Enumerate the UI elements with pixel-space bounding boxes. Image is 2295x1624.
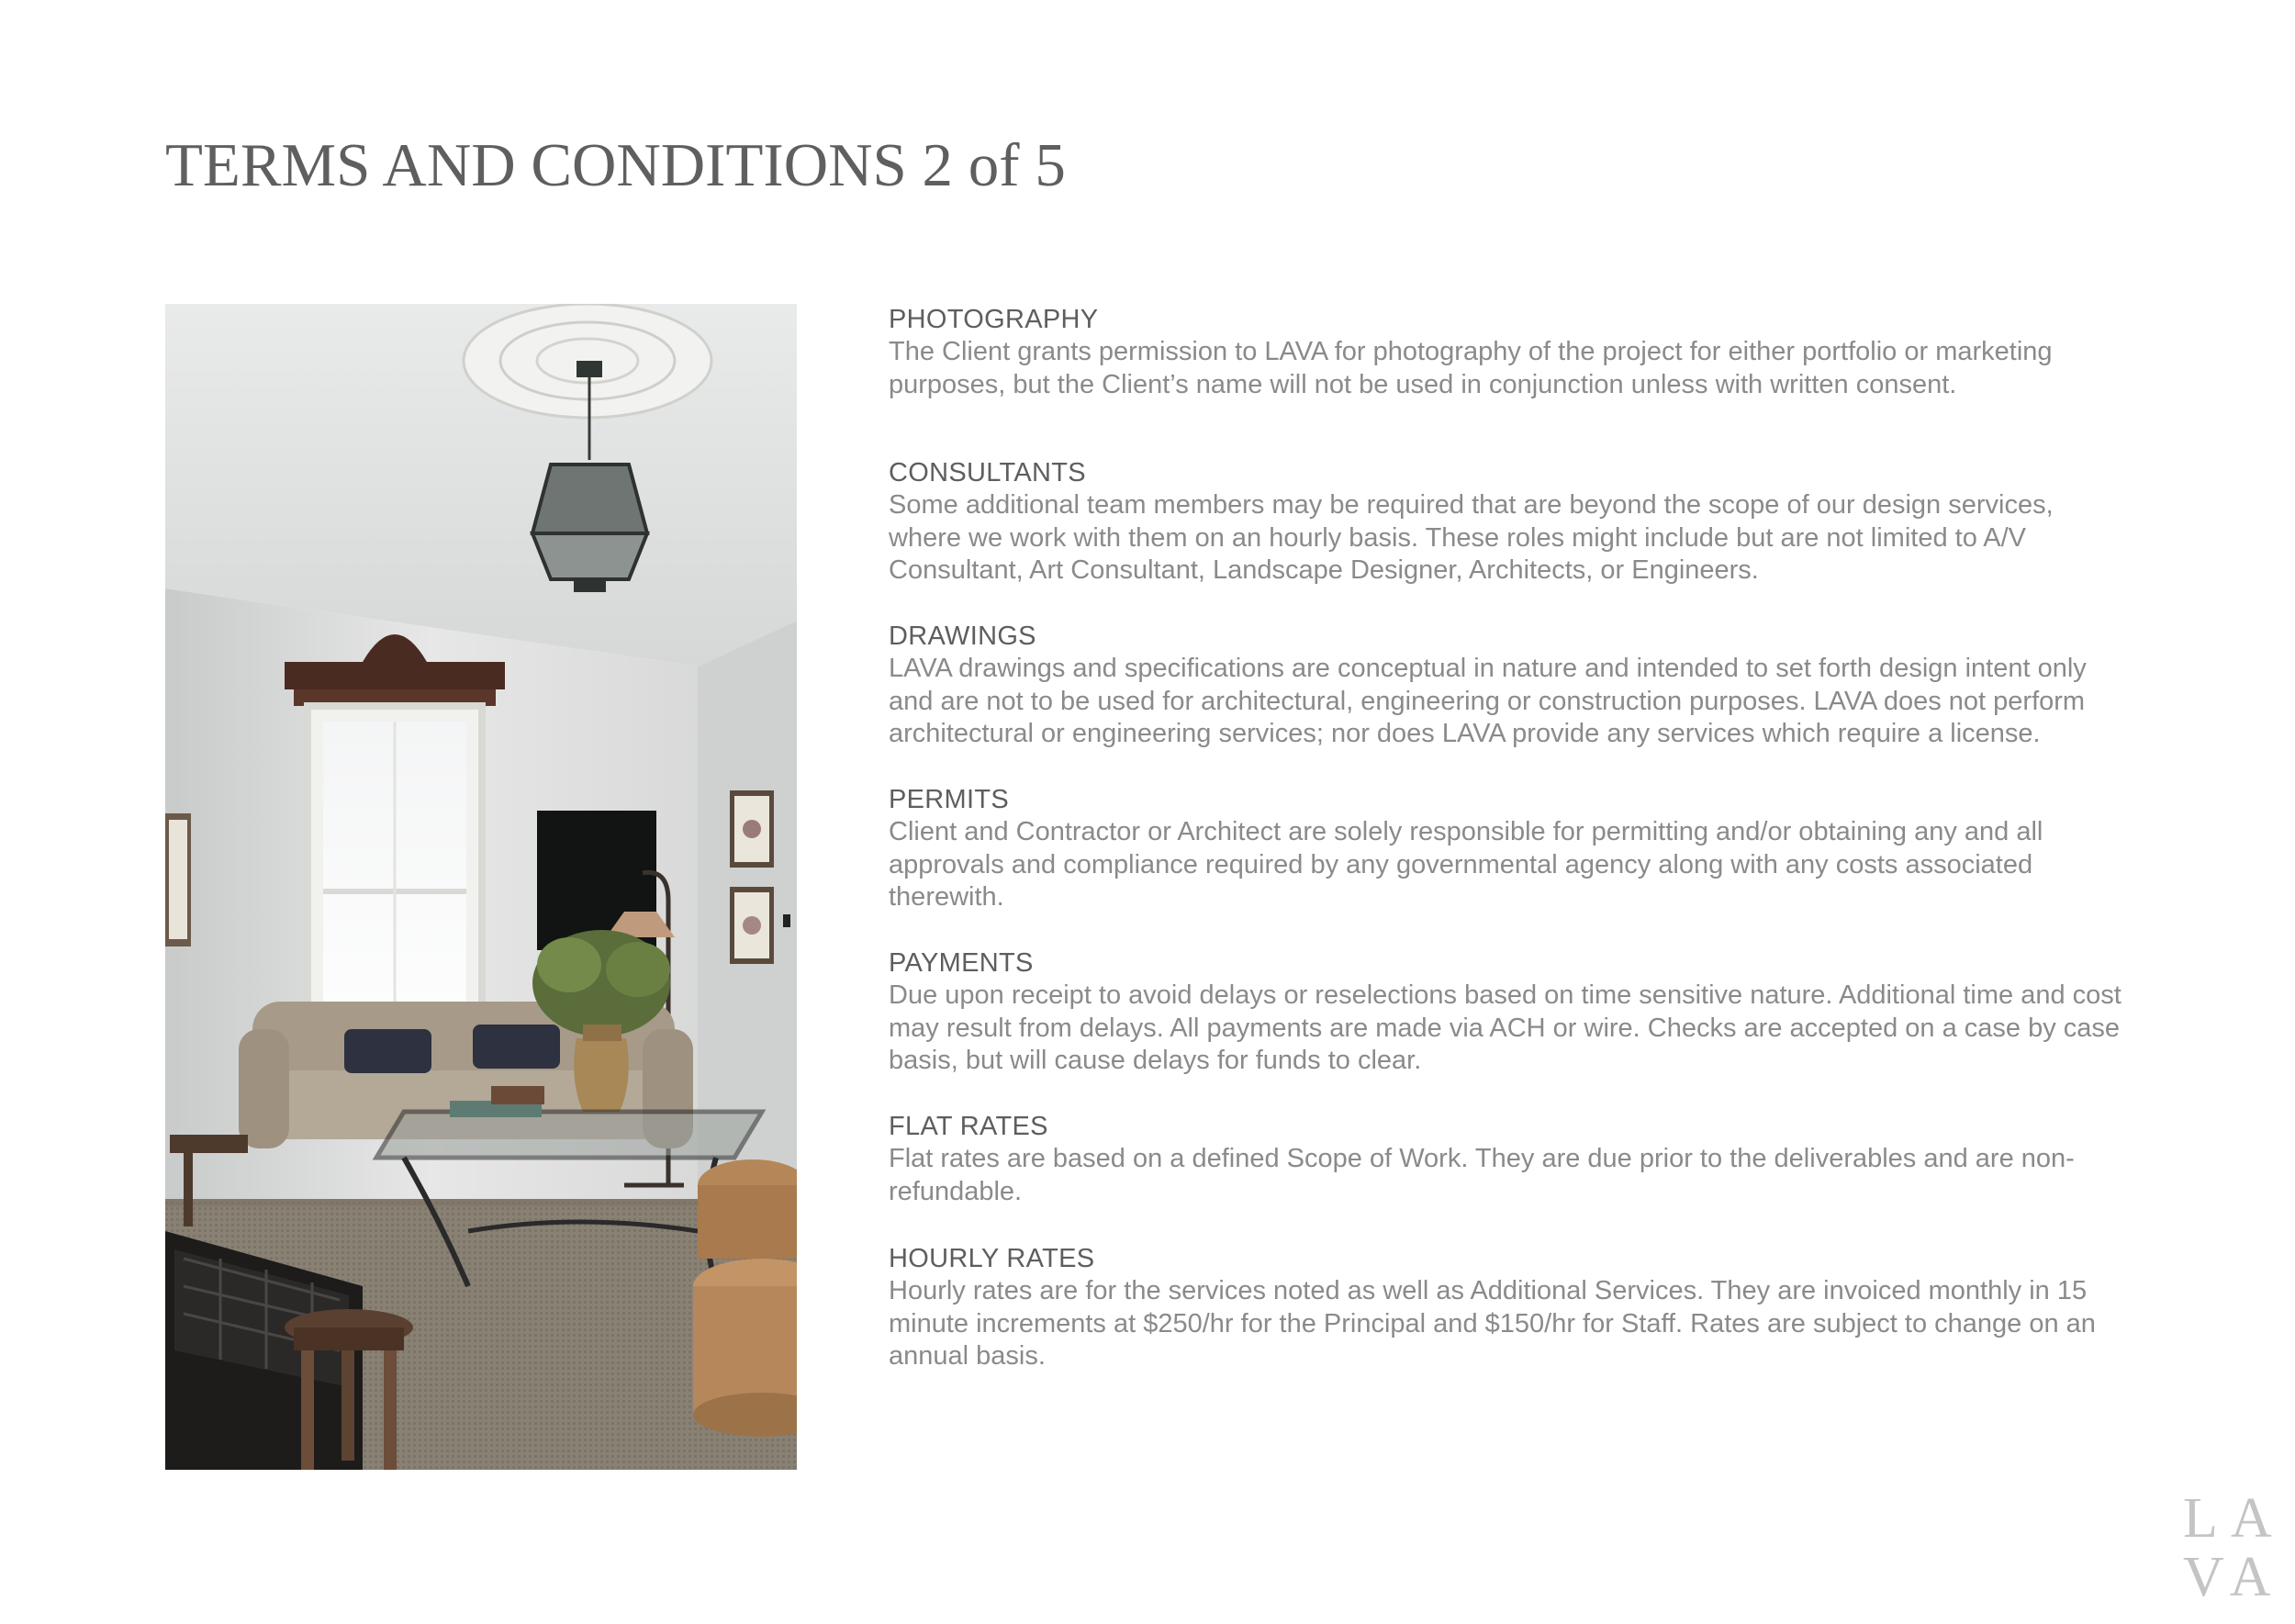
section-heading: CONSULTANTS <box>889 458 1086 487</box>
body-line: and are not to be used for architectural, engineering or construction purposes. LAVA does not perform <box>889 686 2086 716</box>
body-line: where we work with them on an hourly basis. These roles might include but are not limited to A/V <box>889 522 2027 553</box>
body-line: approvals and compliance required by any governmental agency along with any costs associated <box>889 849 2033 879</box>
section-heading: PHOTOGRAPHY <box>889 305 1099 334</box>
living-room-photo-icon <box>165 304 797 1470</box>
body-line: Client and Contractor or Architect are solely responsible for permitting and/or obtaining any and all <box>889 817 2043 846</box>
section-heading: FLAT RATES <box>889 1112 1048 1141</box>
body-line: Consultant, Art Consultant, Landscape Designer, Architects, or Engineers. <box>889 555 1759 585</box>
body-line: therewith. <box>889 882 1004 912</box>
living-room-photo <box>165 304 797 1470</box>
body-line: LAVA drawings and specifications are conceptual in nature and intended to set forth design intent only <box>889 654 2087 683</box>
section-heading: PERMITS <box>889 785 1009 814</box>
page-title: TERMS AND CONDITIONS 2 of 5 <box>165 131 1066 199</box>
section-body <box>889 653 2211 751</box>
section-heading: PAYMENTS <box>889 948 1034 978</box>
body-line: purposes, but the Client’s name will not be used in conjunction unless with written consent. <box>889 369 1957 399</box>
body-line: may result from delays. All payments are made via ACH or wire. Checks are accepted on a case by case <box>889 1013 2121 1043</box>
section-hourly-rates <box>889 1242 2211 1373</box>
section-body <box>889 336 2211 401</box>
section-heading: DRAWINGS <box>889 622 1036 651</box>
body-line: architectural or engineering services; nor does LAVA provide any services which require a license. <box>889 719 2041 748</box>
body-line: The Client grants permission to LAVA for photography of the project for either portfolio or marketing <box>889 337 2053 366</box>
section-body <box>889 1275 2211 1373</box>
section-consultants <box>889 456 2211 588</box>
logo-line: VA <box>2183 1546 2284 1608</box>
body-line: minute increments at $250/hr for the Principal and $150/hr for Staff. Rates are subject to change on an <box>889 1308 2096 1338</box>
section-body <box>889 980 2211 1078</box>
body-line: Some additional team members may be required that are beyond the scope of our design services, <box>889 490 2054 520</box>
section-photography <box>889 303 2211 401</box>
section-heading: HOURLY RATES <box>889 1244 1095 1273</box>
section-body <box>889 816 2211 914</box>
lava-logo <box>2183 1489 2286 1610</box>
body-line: Hourly rates are for the services noted as well as Additional Services. They are invoiced monthly in 15 <box>889 1276 2088 1305</box>
body-line: refundable. <box>889 1176 1023 1206</box>
section-body <box>889 489 2211 588</box>
body-line: annual basis. <box>889 1341 1046 1371</box>
logo-line: LA <box>2183 1487 2285 1550</box>
section-body <box>889 1143 2211 1208</box>
body-line: Flat rates are based on a defined Scope of Work. They are due prior to the deliverables and are non- <box>889 1144 2075 1173</box>
body-line: basis, but will cause delays for funds to clear. <box>889 1046 1422 1075</box>
section-permits <box>889 783 2211 914</box>
body-line: Due upon receipt to avoid delays or reselections based on time sensitive nature. Additional time and cost <box>889 980 2121 1010</box>
section-flat-rates <box>889 1110 2211 1208</box>
section-payments <box>889 946 2211 1078</box>
section-drawings <box>889 620 2211 751</box>
